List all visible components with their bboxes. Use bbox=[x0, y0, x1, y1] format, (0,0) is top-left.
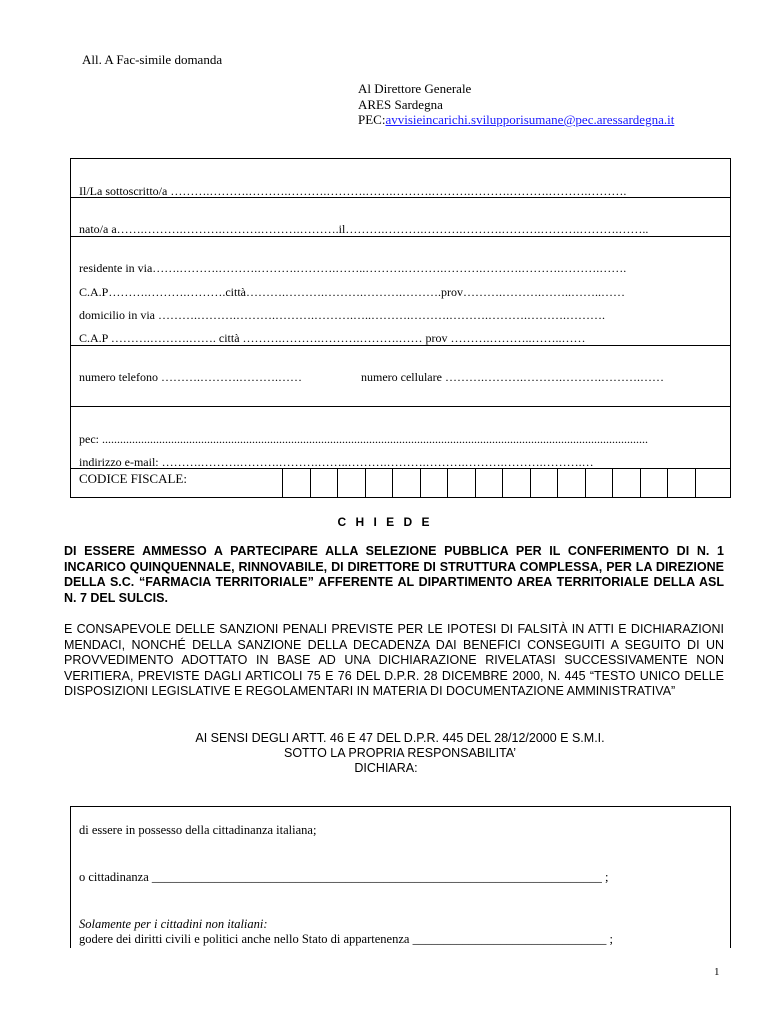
fiscal-code-label: CODICE FISCALE: bbox=[79, 471, 187, 486]
declares-heading: DICHIARA: bbox=[354, 761, 418, 775]
fiscal-code-cell[interactable] bbox=[640, 469, 668, 497]
page-number: 1 bbox=[714, 966, 720, 978]
birth-field[interactable]: nato/a a…….……….……….……….……….……….il……….……….……….……….……….……….……….…….. bbox=[79, 222, 649, 236]
residence-field[interactable]: residente in via…….……….……….……….……….……..……….……….……….……….……….……….……. bbox=[79, 261, 627, 275]
fiscal-code-cell[interactable] bbox=[392, 469, 420, 497]
email-field[interactable]: indirizzo e-mail: ……….……….……….……….……..……….……….……….……….……….……….… bbox=[79, 455, 594, 469]
domicile-cap-field[interactable]: C.A.P ……….……….……. città ……….……….……….……….…… prov ……….………..……..…… bbox=[79, 331, 586, 345]
recipient-line: Al Direttore Generale bbox=[358, 81, 472, 96]
pec-email-link[interactable]: avvisieincarichi.svilupporisumane@pec.aressardegna.it bbox=[385, 112, 675, 127]
residence-cap-field[interactable]: C.A.P……….……….……….città……….……….……….……….……….prov……….……….……..……..…… bbox=[79, 285, 625, 299]
fiscal-code-cell[interactable] bbox=[337, 469, 365, 497]
civil-rights-field[interactable]: godere dei diritti civili e politici anche nello Stato di appartenenza _______________________________ ; bbox=[79, 932, 613, 946]
fiscal-code-cell[interactable] bbox=[475, 469, 503, 497]
citizenship-statement[interactable]: di essere in possesso della cittadinanza italiana; bbox=[79, 823, 317, 837]
domicile-field[interactable]: domicilio in via ……….……….……….……….……….…..……….……….……….……….……….………. bbox=[79, 308, 605, 322]
fiscal-code-cell[interactable] bbox=[585, 469, 613, 497]
pec-address bbox=[358, 112, 674, 127]
fiscal-code-cell[interactable] bbox=[667, 469, 695, 497]
other-citizenship-field[interactable]: o cittadinanza ________________________________________________________________________ ; bbox=[79, 870, 609, 884]
law-reference: AI SENSI DEGLI ARTT. 46 E 47 DEL D.P.R. 445 DEL 28/12/2000 E S.M.I. bbox=[195, 731, 605, 745]
fiscal-code-cell[interactable] bbox=[612, 469, 640, 497]
pec-field[interactable]: pec: ...................................................................................................................................................................................... bbox=[79, 432, 648, 446]
fiscal-code-cell[interactable] bbox=[502, 469, 530, 497]
non-italian-note: Solamente per i cittadini non italiani: bbox=[79, 917, 268, 931]
fiscal-code-cell[interactable] bbox=[310, 469, 338, 497]
personal-data-box bbox=[70, 158, 731, 498]
fiscal-code-cell[interactable] bbox=[447, 469, 475, 497]
attachment-label: All. A Fac-simile domanda bbox=[82, 52, 223, 67]
request-heading: C H I E D E bbox=[337, 515, 433, 529]
fiscal-code-cell[interactable] bbox=[365, 469, 393, 497]
fiscal-code-cell[interactable] bbox=[557, 469, 585, 497]
recipient-line: ARES Sardegna bbox=[358, 97, 443, 112]
fiscal-code-cells[interactable] bbox=[282, 469, 722, 497]
awareness-text: E CONSAPEVOLE DELLE SANZIONI PENALI PREVISTE PER LE IPOTESI DI FALSITÀ IN ATTI E DICHIARAZIONI MENDACI, NONCHÉ DELLA SANZIONE DELLA DECADENZA DAI BENEFICI CONSEGUITI A SEGUITO DI UN PROVVEDIMENTO ADOTTATO IN BASE AD UNA DICHIARAZIONE RIVELATASI SUCCESSIVAMENTE NON VERITIERA, PREVISTE DAGLI ARTICOLI 75 E 76 DEL D.P.R. 28 DICEMBRE 2000, N. 445 “TESTO UNICO DELLE DISPOSIZIONI LEGISLATIVE E REGOLAMENTARI IN MATERIA DI DOCUMENTAZIONE AMMINISTRATIVA” bbox=[64, 622, 724, 699]
fiscal-code-cell[interactable] bbox=[695, 469, 723, 497]
divider bbox=[71, 236, 730, 237]
declaration-box bbox=[70, 806, 731, 948]
fiscal-code-cell[interactable] bbox=[530, 469, 558, 497]
divider bbox=[71, 406, 730, 407]
mobile-field[interactable]: numero cellulare ……….……….……….……….……….…… bbox=[361, 370, 664, 384]
responsibility-line: SOTTO LA PROPRIA RESPONSABILITA’ bbox=[283, 746, 516, 760]
divider bbox=[71, 197, 730, 198]
fiscal-code-cell[interactable] bbox=[282, 469, 310, 497]
pec-prefix: PEC: bbox=[358, 112, 386, 127]
divider bbox=[71, 345, 730, 346]
sottoscritto-field[interactable]: Il/La sottoscritto/a ……….……….……….……….……….…….……….……….……….……….……….………. bbox=[79, 184, 627, 198]
fiscal-code-cell[interactable] bbox=[420, 469, 448, 497]
request-text: DI ESSERE AMMESSO A PARTECIPARE ALLA SELEZIONE PUBBLICA PER IL CONFERIMENTO DI N. 1 INCARICO QUINQUENNALE, RINNOVABILE, DI DIRETTORE DI STRUTTURA COMPLESSA, PER LA DIREZIONE DELLA S.C. “FARMACIA TERRITORIALE” AFFERENTE AL DIPARTIMENTO AREA TERRITORIALE DELLA ASL N. 7 DEL SULCIS. bbox=[64, 544, 724, 605]
phone-field[interactable]: numero telefono ……….……….……….…… bbox=[79, 370, 302, 384]
